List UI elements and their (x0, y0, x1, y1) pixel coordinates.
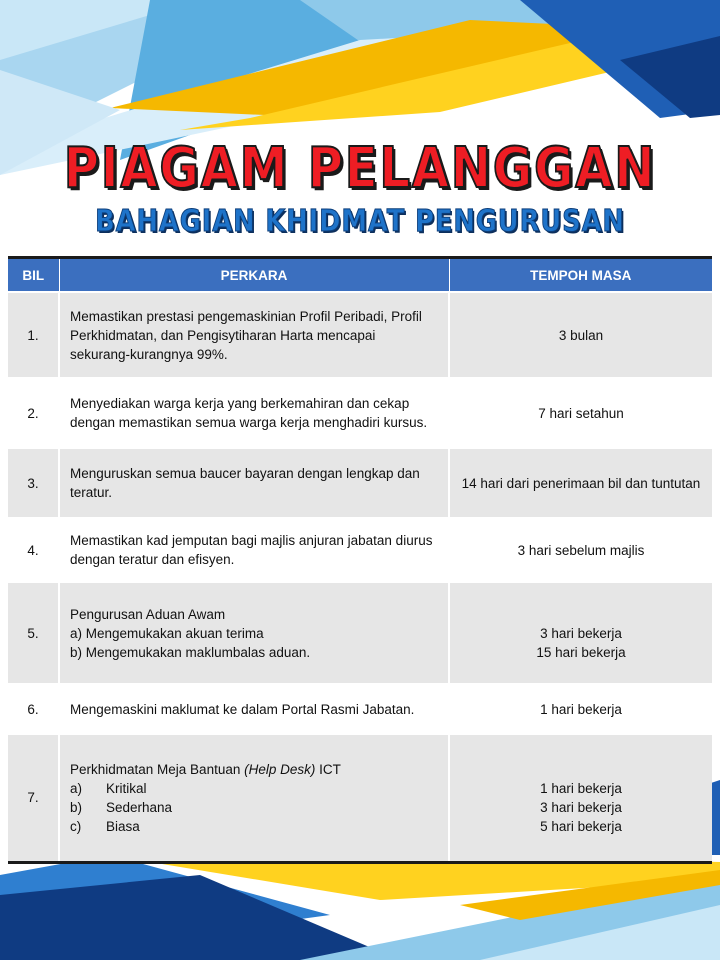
tempoh-line: 15 hari bekerja (536, 644, 626, 660)
perkara-head-tail: ICT (315, 761, 341, 777)
tempoh-line: 3 hari bekerja (540, 625, 622, 641)
page-title: PIAGAM PELANGGAN (63, 136, 657, 201)
row-perkara: Memastikan kad jemputan bagi majlis anjuran jabatan diurus dengan teratur dan efisyen. (59, 518, 449, 582)
column-header-perkara: PERKARA (59, 258, 449, 293)
row-perkara: Mengemaskini maklumat ke dalam Portal Rasmi Jabatan. (59, 684, 449, 734)
perkara-line: b) Mengemukakan maklumbalas aduan. (70, 644, 311, 660)
row-perkara: Memastikan prestasi pengemaskinian Profil Peribadi, Profil Perkhidmatan, dan Pengisytiharan Harta mencapai sekurang-kurangnya 99%. (59, 292, 449, 378)
row-tempoh: 3 bulan (449, 292, 712, 378)
column-header-bil: BIL (8, 258, 59, 293)
customer-charter-table (8, 256, 712, 864)
perkara-line (70, 760, 434, 779)
list-item (70, 798, 434, 817)
table-row (8, 684, 712, 734)
list-item-text: Biasa (106, 818, 140, 834)
perkara-head: Perkhidmatan Meja Bantuan (70, 761, 245, 777)
table-row (8, 734, 712, 862)
list-item-text: Kritikal (106, 780, 147, 796)
row-tempoh: 3 hari sebelum majlis (449, 518, 712, 582)
table-row (8, 582, 712, 684)
perkara-line: Pengurusan Aduan Awam (70, 606, 226, 622)
list-item (70, 817, 434, 836)
row-perkara: Menguruskan semua baucer bayaran dengan lengkap dan teratur. (59, 448, 449, 518)
row-perkara (59, 734, 449, 862)
list-item (70, 779, 434, 798)
row-number: 5. (8, 582, 59, 684)
table-row (8, 448, 712, 518)
list-item-label: c) (70, 818, 82, 834)
table-row (8, 378, 712, 448)
row-number: 7. (8, 734, 59, 862)
row-tempoh: 7 hari setahun (449, 378, 712, 448)
tempoh-line: 1 hari bekerja (540, 780, 622, 796)
list-item-label: a) (70, 780, 83, 796)
tempoh-line: 3 hari bekerja (540, 799, 622, 815)
table-row (8, 518, 712, 582)
row-number: 4. (8, 518, 59, 582)
tempoh-line: 5 hari bekerja (540, 818, 622, 834)
row-number: 3. (8, 448, 59, 518)
row-tempoh (449, 734, 712, 862)
row-number: 6. (8, 684, 59, 734)
column-header-tempoh: TEMPOH MASA (449, 258, 712, 293)
table-header-row (8, 258, 712, 293)
row-perkara (59, 582, 449, 684)
list-item-text: Sederhana (106, 799, 173, 815)
row-tempoh (449, 582, 712, 684)
table-row (8, 292, 712, 378)
row-tempoh: 1 hari bekerja (449, 684, 712, 734)
list-item-label: b) (70, 799, 83, 815)
page-subtitle: BAHAGIAN KHIDMAT PENGURUSAN (95, 204, 625, 239)
row-tempoh: 14 hari dari penerimaan bil dan tuntutan (449, 448, 712, 518)
row-perkara: Menyediakan warga kerja yang berkemahiran dan cekap dengan memastikan semua warga kerja menghadiri kursus. (59, 378, 449, 448)
perkara-head-italic: (Help Desk) (244, 761, 316, 777)
row-number: 2. (8, 378, 59, 448)
row-number: 1. (8, 292, 59, 378)
perkara-line: a) Mengemukakan akuan terima (70, 625, 264, 641)
